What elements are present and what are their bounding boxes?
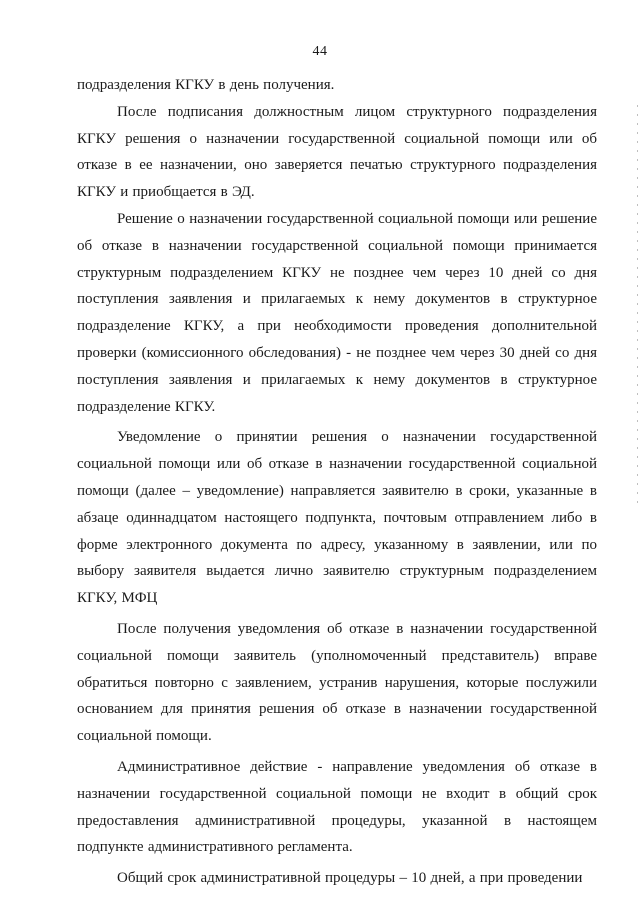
paragraph-continuation: подразделения КГКУ в день получения. [77, 77, 335, 93]
paragraph-reapplication: После получения уведомления об отказе в назначении государственной социальной помощи заявитель (уполномоченный представитель) вправе обратиться повторно с заявлением, устранив нарушения, которые послужили основанием для принятия решения об отказе в назначении государственной социальной помощи. [77, 620, 597, 745]
paragraph-total-term: Общий срок административной процедуры – 10 дней, а при проведении [117, 870, 583, 887]
paragraph-administrative-action: Административное действие - направление уведомления об отказе в назначении государственной социальной помощи не входит в общий срок предоставления административной процедуры, указанной в настоящем подпункте административного регламента. [77, 758, 597, 856]
page-number: 44 [312, 44, 328, 59]
paragraph-signing: После подписания должностным лицом структурного подразделения КГКУ решения о назначении государственной социальной помощи или об отказе в ее назначении, оно заверяется печатью структурного подразделения КГКУ и приобщается в ЭД. [77, 103, 597, 201]
paragraph-decision-deadline: Решение о назначении государственной социальной помощи или решение об отказе в назначении государственной социальной помощи принимается структурным подразделением КГКУ не позднее чем через 10 дней со дня поступления заявления и прилагаемых к нему документов в структурное подразделение КГКУ, а при необходимости проведения дополнительной проверки (комиссионного обследования) - не позднее чем через 30 дней со дня поступления заявления и прилагаемых к нему документов в структурное подразделение КГКУ. [77, 210, 597, 415]
scan-edge-artifact [637, 105, 638, 505]
document-body [77, 72, 597, 892]
paragraph-notification: Уведомление о принятии решения о назначении государственной социальной помощи или об отказе в назначении государственной социальной помощи (далее – уведомление) направляется заявителю в сроки, указанные в абзаце одиннадцатом настоящего подпункта, почтовым отправлением либо в форме электронного документа по адресу, указанному в заявлении, или по выбору заявителя выдается лично заявителю структурным подразделением КГКУ, МФЦ [77, 429, 597, 607]
